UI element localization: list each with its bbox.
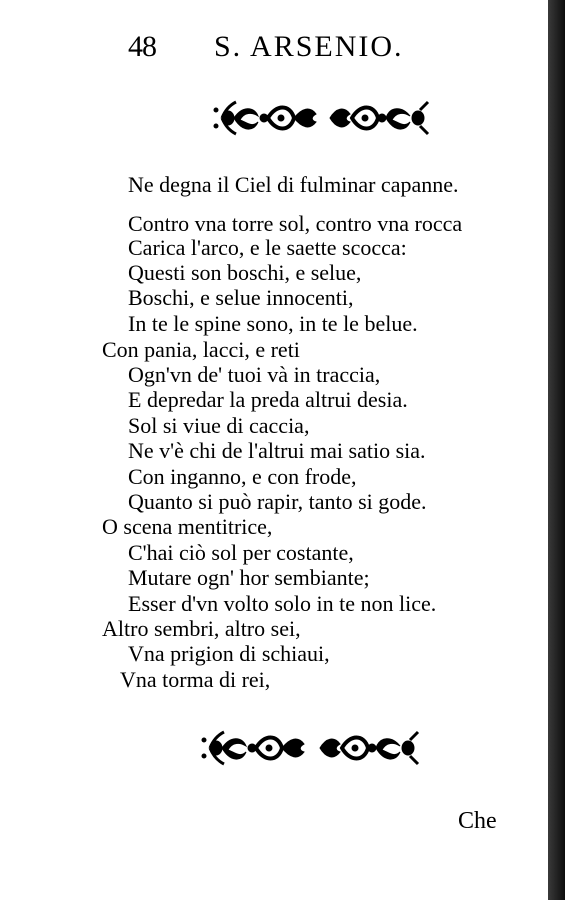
verse-line: Vna torma di rei,: [120, 667, 271, 692]
verse-line: O scena mentitrice,: [102, 514, 273, 539]
verse-line: Questi son boschi, e selue,: [128, 260, 362, 285]
verse-line: Esser d'vn volto solo in te non lice.: [128, 591, 437, 616]
verse-line: Con pania, lacci, e reti: [102, 337, 300, 362]
top-ornament: [0, 98, 548, 138]
verse-line: Contro vna torre sol, contro vna rocca: [128, 211, 463, 236]
catchword: Che: [458, 808, 497, 834]
page-edge-shadow: [548, 0, 565, 900]
verse-line: Con inganno, e con frode,: [128, 464, 357, 489]
verse-line: Ne v'è chi de l'altrui mai satio sia.: [128, 438, 426, 463]
page-number: 48: [128, 30, 156, 63]
verse-line: In te le spine sono, in te le belue.: [128, 311, 418, 336]
fleuron-icon: [0, 98, 548, 138]
verse-line: Altro sembri, altro sei,: [102, 616, 301, 641]
verse-line: Quanto si può rapir, tanto si gode.: [128, 489, 427, 514]
verse-line: Ogn'vn de' tuoi và in traccia,: [128, 362, 381, 387]
bottom-ornament: [0, 728, 548, 768]
verse-line: Vna prigion di schiaui,: [128, 641, 330, 666]
page-header: [128, 30, 488, 74]
verse-line: C'hai ciò sol per costante,: [128, 540, 354, 565]
verse-line: Sol si viue di caccia,: [128, 413, 310, 438]
verse-line: Carica l'arco, e le saette scocca:: [128, 235, 407, 260]
fleuron-icon: [0, 728, 548, 768]
verse-line: E depredar la preda altrui desia.: [128, 387, 408, 412]
verse-line: Boschi, e selue innocenti,: [128, 285, 354, 310]
verse-line: Mutare ogn' hor sembiante;: [128, 565, 370, 590]
running-title: S. ARSENIO.: [214, 30, 404, 63]
verse-line: Ne degna il Ciel di fulminar capanne.: [128, 172, 459, 197]
